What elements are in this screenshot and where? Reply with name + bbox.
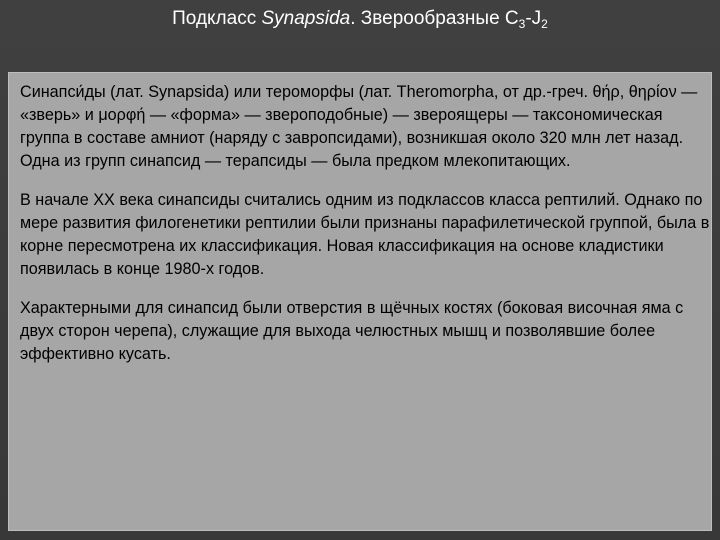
slide-title	[0, 6, 720, 32]
paragraph-history: В начале XX века синапсиды считались одним из подклассов класса рептилий. Однако по мере развития филогенетики рептилии были признаны парафилетической группой, была в корне пересмотрена их классификация. Новая классификация на основе кладистики появилась в конце 1980-х годов.	[20, 191, 710, 278]
paragraph-features: Характерными для синапсид были отверстия в щёчных костях (боковая височная яма с двух сторон черепа), служащие для выхода челюстных мышц и позволявшие более эффективно кусать.	[20, 299, 684, 363]
body-text	[20, 81, 710, 382]
content-panel	[8, 72, 712, 531]
title-taxon: Synapsida	[261, 8, 351, 29]
title-subscript-start: 3	[518, 17, 526, 31]
paragraph-definition: Синапси́ды (лат. Synapsida) или тероморфы (лат. Theromorpha, от др.-греч. θήρ, θηρίον — «зверь» и μορφή — «форма» — звероподобные) — звероящеры — таксономическая группа в составе амниот (наряду с завропсидами), возникшая около 320 млн лет назад. Одна из групп синапсид — терапсиды — была предком млекопитающих.	[20, 83, 698, 170]
title-subscript-end: 2	[541, 17, 548, 31]
title-prefix: Подкласс	[172, 8, 262, 29]
title-dash: -J	[525, 8, 542, 29]
title-middle: . Зверообразные C	[350, 8, 519, 29]
